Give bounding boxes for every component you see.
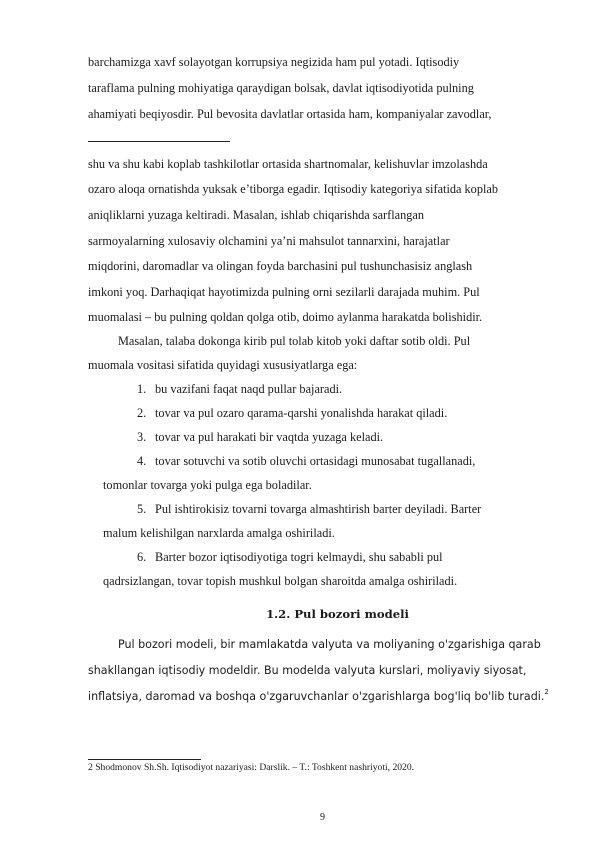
- list-item-continuation: malum kelishilgan narxlarda amalga oshiriladi.: [103, 526, 335, 540]
- list-text: bu vazifani faqat naqd pullar bajaradi.: [155, 382, 343, 396]
- text-line: shu va shu kabi koplab tashkilotlar ortasida shartnomalar, kelishuvlar imzolashda: [88, 157, 488, 171]
- text-line: miqdorini, daromadlar va olingan foyda barchasini pul tushunchasisiz anglash: [88, 259, 473, 273]
- text-line: muomala vositasi sifatida quyidagi xususiyatlarga ega:: [88, 358, 358, 372]
- list-number: 5.: [137, 502, 147, 516]
- page-number: 9: [320, 812, 325, 823]
- text-span: inflatsiya, daromad va boshqa o'zgaruvchanlar o'zgarishlarga bog'liq bo'lib turadi.: [88, 690, 545, 703]
- footnote-reference[interactable]: 2: [544, 688, 549, 696]
- text-line: muomalasi – bu pulning qoldan qolga otib, doimo aylanma harakatda bolishidir.: [88, 310, 483, 324]
- list-item: [137, 405, 447, 421]
- list-item: [137, 429, 383, 445]
- list-number: 2.: [137, 406, 147, 420]
- list-text: tovar va pul ozaro qarama-qarshi yonalishda harakat qiladi.: [155, 406, 448, 420]
- text-line: Pul bozori modeli, bir mamlakatda valyuta va moliyaning o'zgarishiga qarab: [118, 638, 541, 651]
- text-line: [88, 689, 549, 705]
- section-heading: 1.2. Pul bozori modeli: [266, 607, 409, 621]
- footnote: 2 Shodmonov Sh.Sh. Iqtisodiyot nazariyasi: Darslik. – T.: Toshkent nashriyoti, 2020.: [88, 762, 415, 773]
- list-number: 1.: [137, 382, 147, 396]
- text-line: sarmoyalarning xulosaviy olchamini ya’ni mahsulot tannarxini, harajatlar: [88, 234, 450, 248]
- list-item-continuation: tomonlar tovarga yoki pulga ega boladilar.: [103, 478, 312, 492]
- list-item-continuation: qadrsizlangan, tovar topish mushkul bolgan sharoitda amalga oshiriladi.: [103, 574, 458, 588]
- list-item: [137, 381, 342, 397]
- text-line: taraflama pulning mohiyatiga qaraydigan bolsak, davlat iqtisodiyotida pulning: [88, 81, 474, 95]
- footnote-separator: [88, 141, 230, 142]
- text-line: Masalan, talaba dokonga kirib pul tolab kitob yoki daftar sotib oldi. Pul: [118, 334, 471, 348]
- text-line: barchamizga xavf solayotgan korrupsiya negizida ham pul yotadi. Iqtisodiy: [88, 55, 460, 69]
- text-line: ahamiyati beqiyosdir. Pul bevosita davlatlar ortasida ham, kompaniyalar zavodlar,: [88, 107, 492, 121]
- text-line: ozaro aloqa ornatishda yuksak e’tiborga egadir. Iqtisodiy kategoriya sifatida koplab: [88, 182, 499, 196]
- list-text: Pul ishtirokisiz tovarni tovarga almashtirish barter deyiladi. Barter: [155, 502, 482, 516]
- list-text: Barter bozor iqtisodiyotiga togri kelmaydi, shu sababli pul: [155, 550, 443, 564]
- list-text: tovar va pul harakati bir vaqtda yuzaga keladi.: [155, 430, 384, 444]
- list-text: tovar sotuvchi va sotib oluvchi ortasidagi munosabat tugallanadi,: [155, 454, 476, 468]
- text-line: shakllangan iqtisodiy modeldir. Bu modelda valyuta kurslari, moliyaviy siyosat,: [88, 664, 527, 677]
- list-item: [137, 549, 443, 565]
- footnote-separator: [88, 759, 201, 760]
- list-number: 3.: [137, 430, 147, 444]
- list-number: 4.: [137, 454, 147, 468]
- text-line: aniqliklarni yuzaga keltiradi. Masalan, ishlab chiqarishda sarflangan: [88, 208, 424, 222]
- list-item: [137, 501, 481, 517]
- list-item: [137, 453, 475, 469]
- list-number: 6.: [137, 550, 147, 564]
- text-line: imkoni yoq. Darhaqiqat hayotimizda pulning orni sezilarli darajada muhim. Pul: [88, 285, 480, 299]
